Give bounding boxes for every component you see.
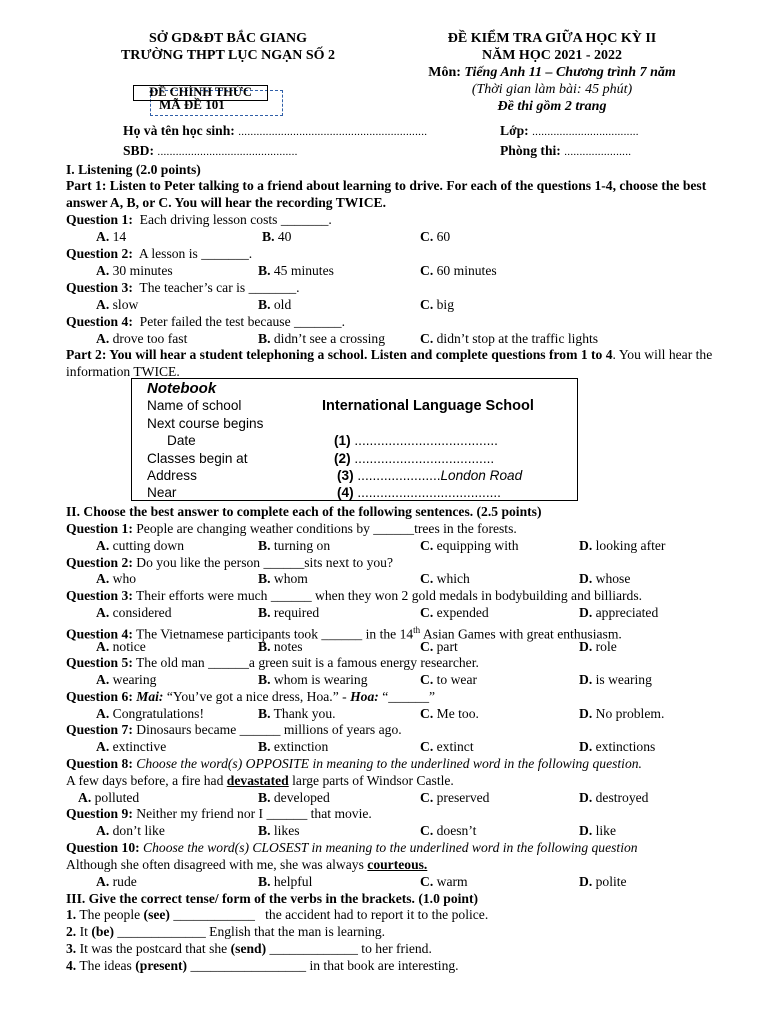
- option-letter: B.: [262, 229, 275, 244]
- s2q2-option-d[interactable]: [579, 571, 630, 587]
- option-text: like: [595, 823, 617, 838]
- underlined-word: courteous.: [367, 857, 428, 872]
- question-instruction: Choose the word(s) OPPOSITE in meaning to the underlined word in the following question.: [136, 756, 642, 771]
- notebook-label: Next course begins: [147, 416, 264, 431]
- option-letter: A.: [96, 331, 110, 346]
- s2-question-1: [66, 521, 517, 537]
- option-text: to wear: [436, 672, 478, 687]
- s2q6-option-d[interactable]: [579, 706, 664, 722]
- s2q10-sentence: [66, 857, 427, 873]
- option-text: helpful: [273, 874, 313, 889]
- question-label: Question 3:: [66, 588, 133, 603]
- s2-question-8: [66, 756, 642, 772]
- option-text: 60 minutes: [436, 263, 497, 278]
- option-text: 14: [112, 229, 127, 244]
- option-text: destroyed: [595, 790, 649, 805]
- option-letter: D.: [579, 538, 593, 553]
- option-text: equipping with: [436, 538, 519, 553]
- question-text: Asian Games with great enthusiasm.: [420, 626, 622, 642]
- question-label: Question 4:: [66, 314, 133, 329]
- sentence-text: Although she often disagreed with me, she was always: [66, 857, 364, 872]
- option-letter: C.: [420, 263, 434, 278]
- option-letter: A.: [96, 823, 110, 838]
- question-text: Peter failed the test because _______.: [139, 314, 345, 329]
- question-text: The old man ______a green suit is a famous energy researcher.: [136, 655, 479, 670]
- section1-part1: Part 1: Listen to Peter talking to a friend about learning to drive. For each of the questions 1-4, choose the best answer A, B, or C. You will hear the recording TWICE.: [66, 178, 707, 210]
- s1q3-option-a[interactable]: [96, 297, 138, 313]
- option-text: which: [436, 571, 470, 586]
- option-letter: D.: [579, 790, 593, 805]
- part2-bold: Part 2: You will hear a student telephoning a school. Listen and complete questions from 1 to 4: [66, 347, 613, 362]
- s2-question-6: [66, 689, 435, 705]
- s2q1-option-b[interactable]: [258, 538, 330, 554]
- s2q10-option-a[interactable]: [96, 874, 137, 890]
- question-text: Do you like the person ______sits next to you?: [136, 555, 393, 570]
- s2q7-option-b[interactable]: [258, 739, 328, 755]
- question-text: “______”: [382, 689, 436, 704]
- option-text: 30 minutes: [112, 263, 173, 278]
- sentence-text: A few days before, a fire had: [66, 773, 224, 788]
- option-letter: C.: [420, 823, 434, 838]
- header-right: [392, 30, 712, 115]
- s1q1-option-a[interactable]: [96, 229, 126, 245]
- s2q2-option-c[interactable]: [420, 571, 470, 587]
- option-letter: A.: [96, 706, 110, 721]
- sbd-label: SBD:: [123, 143, 154, 158]
- official-stamp: ĐỀ CHÍNH THỨC: [133, 85, 268, 101]
- underlined-word: devastated: [226, 773, 289, 788]
- sbd-field[interactable]: ..............................................: [157, 146, 298, 158]
- option-letter: B.: [258, 823, 271, 838]
- s1q2-option-b[interactable]: [258, 263, 334, 279]
- notebook-label: Date: [167, 433, 196, 448]
- option-text: appreciated: [595, 605, 659, 620]
- option-letter: B.: [258, 571, 271, 586]
- s2q10-option-b[interactable]: [258, 874, 312, 890]
- option-letter: A.: [96, 639, 110, 654]
- s1-question-2: [66, 246, 252, 262]
- school-name: TRƯỜNG THPT LỤC NGẠN SỐ 2: [120, 48, 336, 63]
- s1q4-option-b[interactable]: [258, 331, 385, 347]
- blank-number: (1): [334, 433, 351, 448]
- s1q3-option-c[interactable]: [420, 297, 454, 313]
- question-label: Question 6:: [66, 689, 133, 704]
- option-text: extinctive: [112, 739, 167, 754]
- option-text: preserved: [436, 790, 490, 805]
- s2q3-option-a[interactable]: [96, 605, 172, 621]
- s2q4-option-d[interactable]: [579, 639, 617, 655]
- item-text: English that the man is learning.: [209, 924, 386, 939]
- option-text: notes: [273, 639, 303, 654]
- option-text: Congratulations!: [112, 706, 204, 721]
- s2q8-option-a[interactable]: [78, 790, 139, 806]
- item-text: in that book are interesting.: [309, 958, 459, 973]
- option-letter: A.: [96, 571, 110, 586]
- s1q1-option-b[interactable]: [262, 229, 291, 245]
- option-text: 45 minutes: [273, 263, 334, 278]
- s3-item-3: [66, 941, 432, 957]
- option-letter: A.: [96, 605, 110, 620]
- option-letter: B.: [258, 297, 271, 312]
- option-text: didn’t stop at the traffic lights: [436, 331, 599, 346]
- section1-title: I. Listening (2.0 points): [66, 162, 201, 177]
- question-text: Neither my friend nor I ______ that movie.: [136, 806, 372, 821]
- item-text: to her friend.: [361, 941, 432, 956]
- s1-question-4: [66, 314, 345, 330]
- option-text: extinction: [273, 739, 329, 754]
- notebook-label: Name of school: [147, 398, 242, 413]
- verb: (be): [91, 924, 114, 939]
- dept-name: SỞ GD&ĐT BẮC GIANG: [148, 31, 308, 46]
- answer-blank[interactable]: ____________: [173, 907, 255, 922]
- question-label: Question 9:: [66, 806, 133, 821]
- question-text: Each driving lesson costs _______.: [139, 212, 332, 227]
- option-letter: A.: [96, 263, 110, 278]
- option-letter: B.: [258, 538, 271, 553]
- s2q10-option-c[interactable]: [420, 874, 468, 890]
- class-field[interactable]: ...................................: [532, 126, 639, 138]
- option-text: Me too.: [436, 706, 479, 721]
- room-row: [500, 143, 631, 159]
- s2q9-option-a[interactable]: [96, 823, 165, 839]
- answer-blank[interactable]: _____________: [269, 941, 358, 956]
- option-letter: B.: [258, 790, 271, 805]
- option-text: is wearing: [595, 672, 652, 687]
- section3-title: III. Give the correct tense/ form of the verbs in the brackets. (1.0 point): [66, 891, 479, 906]
- s2q1-option-a[interactable]: [96, 538, 184, 554]
- option-text: 40: [277, 229, 292, 244]
- student-name-row: [123, 123, 427, 139]
- student-name-field[interactable]: ..............................................................: [238, 126, 428, 138]
- question-label: Question 5:: [66, 655, 133, 670]
- option-letter: C.: [420, 605, 434, 620]
- notebook-blank-3[interactable]: [337, 468, 522, 483]
- option-text: big: [436, 297, 454, 312]
- s2q8-option-b[interactable]: [258, 790, 330, 806]
- sentence-text: large parts of Windsor Castle.: [292, 773, 454, 788]
- item-text: the accident had to report it to the police.: [265, 907, 489, 922]
- s2q9-option-b[interactable]: [258, 823, 300, 839]
- option-text: extinctions: [595, 739, 656, 754]
- s2q2-option-a[interactable]: [96, 571, 136, 587]
- answer-blank[interactable]: _________________: [190, 958, 307, 973]
- s2q4-option-a[interactable]: [96, 639, 146, 655]
- notebook-label: Classes begin at: [147, 451, 248, 466]
- question-text: The teacher’s car is _______.: [139, 280, 300, 295]
- s1q1-option-c[interactable]: [420, 229, 450, 245]
- option-text: required: [273, 605, 320, 620]
- question-text: People are changing weather conditions by ______trees in the forests.: [136, 521, 517, 536]
- speaker-hoa: Hoa:: [350, 689, 379, 704]
- item-text: It: [79, 924, 88, 939]
- option-text: expended: [436, 605, 489, 620]
- ordinal-sup: th: [413, 625, 421, 635]
- item-number: 4.: [66, 958, 77, 973]
- option-text: whom is wearing: [273, 672, 368, 687]
- s1q2-option-a[interactable]: [96, 263, 173, 279]
- s2q8-option-c[interactable]: [420, 790, 489, 806]
- s2q7-option-d[interactable]: [579, 739, 655, 755]
- student-name-label: Họ và tên học sinh:: [123, 123, 235, 138]
- option-letter: A.: [96, 297, 110, 312]
- s2-question-2: [66, 555, 393, 571]
- s2q5-option-c[interactable]: [420, 672, 477, 688]
- s2q3-option-c[interactable]: [420, 605, 489, 621]
- s2q8-option-d[interactable]: [579, 790, 648, 806]
- notebook-blank-4[interactable]: [337, 485, 501, 500]
- s2q5-option-d[interactable]: [579, 672, 652, 688]
- verb: (present): [135, 958, 188, 973]
- option-text: don’t like: [112, 823, 165, 838]
- question-label: Question 1:: [66, 212, 133, 227]
- option-text: cutting down: [112, 538, 184, 553]
- option-text: role: [595, 639, 617, 654]
- option-letter: B.: [258, 739, 271, 754]
- option-text: likes: [273, 823, 300, 838]
- option-letter: A.: [96, 229, 110, 244]
- s2q5-option-b[interactable]: [258, 672, 368, 688]
- option-letter: D.: [579, 823, 593, 838]
- question-instruction: Choose the word(s) CLOSEST in meaning to the underlined word in the following question: [143, 840, 638, 855]
- s2q6-option-b[interactable]: [258, 706, 336, 722]
- option-letter: C.: [420, 739, 434, 754]
- option-letter: A.: [96, 874, 110, 889]
- verb: (see): [143, 907, 170, 922]
- option-text: who: [112, 571, 137, 586]
- s2q4-option-b[interactable]: [258, 639, 303, 655]
- item-text: The people: [79, 907, 141, 922]
- s2-question-5: [66, 655, 479, 671]
- item-number: 1.: [66, 907, 77, 922]
- question-label: Question 4:: [66, 626, 133, 642]
- s2-question-4: [66, 622, 622, 643]
- s1q4-option-a[interactable]: [96, 331, 187, 347]
- option-letter: D.: [579, 874, 593, 889]
- question-text: The Vietnamese participants took ______ in the 14: [136, 626, 414, 642]
- blank-dots: ......................................: [357, 485, 501, 500]
- option-text: Thank you.: [273, 706, 336, 721]
- page-count: Đề thi gồm 2 trang: [497, 99, 607, 114]
- question-text: Dinosaurs became ______ millions of years ago.: [136, 722, 402, 737]
- option-text: extinct: [436, 739, 474, 754]
- s2-question-9: [66, 806, 372, 822]
- option-text: 60: [436, 229, 451, 244]
- option-text: polite: [595, 874, 627, 889]
- s2q8-sentence: [66, 773, 454, 789]
- blank-number: (3): [337, 468, 354, 483]
- option-text: looking after: [595, 538, 666, 553]
- header-left: [108, 30, 348, 64]
- option-letter: C.: [420, 706, 434, 721]
- s2q3-option-b[interactable]: [258, 605, 319, 621]
- s2q2-option-b[interactable]: [258, 571, 308, 587]
- option-letter: C.: [420, 672, 434, 687]
- option-text: whose: [595, 571, 631, 586]
- item-text: It was the postcard that she: [79, 941, 228, 956]
- option-text: whom: [273, 571, 308, 586]
- option-text: warm: [436, 874, 468, 889]
- s2q7-option-a[interactable]: [96, 739, 166, 755]
- option-letter: B.: [258, 331, 271, 346]
- s1q2-option-c[interactable]: [420, 263, 497, 279]
- part2-rest: . You will hear the information TWICE.: [66, 347, 713, 379]
- s2-question-7: [66, 722, 402, 738]
- option-text: rude: [112, 874, 137, 889]
- question-label: Question 2:: [66, 246, 133, 261]
- option-letter: C.: [420, 297, 434, 312]
- option-text: considered: [112, 605, 172, 620]
- option-letter: C.: [420, 229, 434, 244]
- option-letter: B.: [258, 605, 271, 620]
- option-text: doesn’t: [436, 823, 477, 838]
- option-text: didn’t see a crossing: [273, 331, 385, 346]
- s2-question-10: [66, 840, 638, 856]
- class-label: Lớp:: [500, 123, 529, 138]
- option-letter: C.: [420, 639, 434, 654]
- blank-dots: ......................................: [354, 433, 498, 448]
- option-text: notice: [112, 639, 146, 654]
- notebook-box: [131, 378, 578, 501]
- s2q6-option-c[interactable]: [420, 706, 479, 722]
- option-letter: A.: [96, 672, 110, 687]
- question-text: “You’ve got a nice dress, Hoa.” -: [166, 689, 347, 704]
- option-letter: D.: [579, 639, 593, 654]
- option-letter: A.: [96, 538, 110, 553]
- option-letter: D.: [579, 672, 593, 687]
- exam-code: MÃ ĐỀ 101: [159, 97, 225, 112]
- room-field[interactable]: ......................: [564, 146, 632, 158]
- notebook-blank-1[interactable]: [334, 433, 498, 448]
- sbd-row: [123, 143, 298, 159]
- subject-label: Môn:: [428, 65, 461, 80]
- option-letter: C.: [420, 538, 434, 553]
- option-text: drove too fast: [112, 331, 188, 346]
- option-letter: B.: [258, 672, 271, 687]
- notebook-blank-2[interactable]: [334, 451, 494, 466]
- s2q9-option-d[interactable]: [579, 823, 616, 839]
- option-text: wearing: [112, 672, 157, 687]
- question-label: Question 3:: [66, 280, 133, 295]
- verb: (send): [230, 941, 267, 956]
- blank-number: (2): [334, 451, 351, 466]
- option-letter: C.: [420, 331, 434, 346]
- s3-item-4: [66, 958, 459, 974]
- s2q1-option-d[interactable]: [579, 538, 665, 554]
- item-text: The ideas: [79, 958, 132, 973]
- option-letter: D.: [579, 605, 593, 620]
- question-label: Question 10:: [66, 840, 140, 855]
- s3-item-1: [66, 907, 488, 923]
- notebook-label: Address: [147, 468, 197, 483]
- option-text: part: [436, 639, 458, 654]
- item-number: 3.: [66, 941, 77, 956]
- blank-dots: ......................: [357, 468, 441, 483]
- option-letter: B.: [258, 874, 271, 889]
- s2q3-option-d[interactable]: [579, 605, 658, 621]
- option-letter: B.: [258, 639, 271, 654]
- blank-number: (4): [337, 485, 354, 500]
- section2-title: II. Choose the best answer to complete each of the following sentences. (2.5 points): [66, 504, 542, 519]
- option-text: polluted: [94, 790, 140, 805]
- question-label: Question 7:: [66, 722, 133, 737]
- s1-question-1: [66, 212, 332, 228]
- question-text: Their efforts were much ______ when they won 2 gold medals in bodybuilding and billiards.: [136, 588, 643, 603]
- option-text: slow: [112, 297, 139, 312]
- subject-line: [392, 64, 712, 81]
- question-label: Question 2:: [66, 555, 133, 570]
- s2q10-option-d[interactable]: [579, 874, 627, 890]
- option-text: developed: [273, 790, 330, 805]
- question-label: Question 1:: [66, 521, 133, 536]
- time-limit: (Thời gian làm bài: 45 phút): [471, 82, 633, 97]
- s2-question-3: [66, 588, 642, 604]
- speaker-mai: Mai:: [136, 689, 164, 704]
- s2q1-option-c[interactable]: [420, 538, 519, 554]
- s1-question-3: [66, 280, 300, 296]
- option-letter: C.: [420, 571, 434, 586]
- option-letter: C.: [420, 790, 434, 805]
- notebook-school-value: International Language School: [322, 398, 534, 414]
- blank-dots: .....................................: [354, 451, 495, 466]
- address-value: London Road: [440, 468, 523, 483]
- notebook-title: Notebook: [147, 380, 217, 397]
- option-text: No problem.: [595, 706, 665, 721]
- s2q6-option-a[interactable]: [96, 706, 204, 722]
- option-letter: A.: [78, 790, 92, 805]
- option-letter: D.: [579, 706, 593, 721]
- s2q7-option-c[interactable]: [420, 739, 474, 755]
- class-row: [500, 123, 639, 139]
- s2q4-option-c[interactable]: [420, 639, 458, 655]
- exam-title: ĐỀ KIỂM TRA GIỮA HỌC KỲ II: [447, 31, 657, 46]
- question-text: A lesson is _______.: [138, 246, 253, 261]
- option-letter: B.: [258, 263, 271, 278]
- item-number: 2.: [66, 924, 77, 939]
- option-letter: A.: [96, 739, 110, 754]
- answer-blank[interactable]: _____________: [117, 924, 206, 939]
- s2q5-option-a[interactable]: [96, 672, 156, 688]
- option-text: turning on: [273, 538, 331, 553]
- room-label: Phòng thi:: [500, 143, 561, 158]
- s1q3-option-b[interactable]: [258, 297, 291, 313]
- option-letter: D.: [579, 739, 593, 754]
- section1-part2: [66, 347, 732, 380]
- option-text: old: [273, 297, 292, 312]
- question-label: Question 8:: [66, 756, 133, 771]
- subject: Tiếng Anh 11 – Chương trình 7 năm: [464, 65, 676, 80]
- option-letter: D.: [579, 571, 593, 586]
- s1q4-option-c[interactable]: [420, 331, 598, 347]
- s3-item-2: [66, 924, 385, 940]
- option-letter: B.: [258, 706, 271, 721]
- school-year: NĂM HỌC 2021 - 2022: [482, 48, 622, 63]
- notebook-label: Near: [147, 485, 177, 500]
- s2q9-option-c[interactable]: [420, 823, 476, 839]
- option-letter: C.: [420, 874, 434, 889]
